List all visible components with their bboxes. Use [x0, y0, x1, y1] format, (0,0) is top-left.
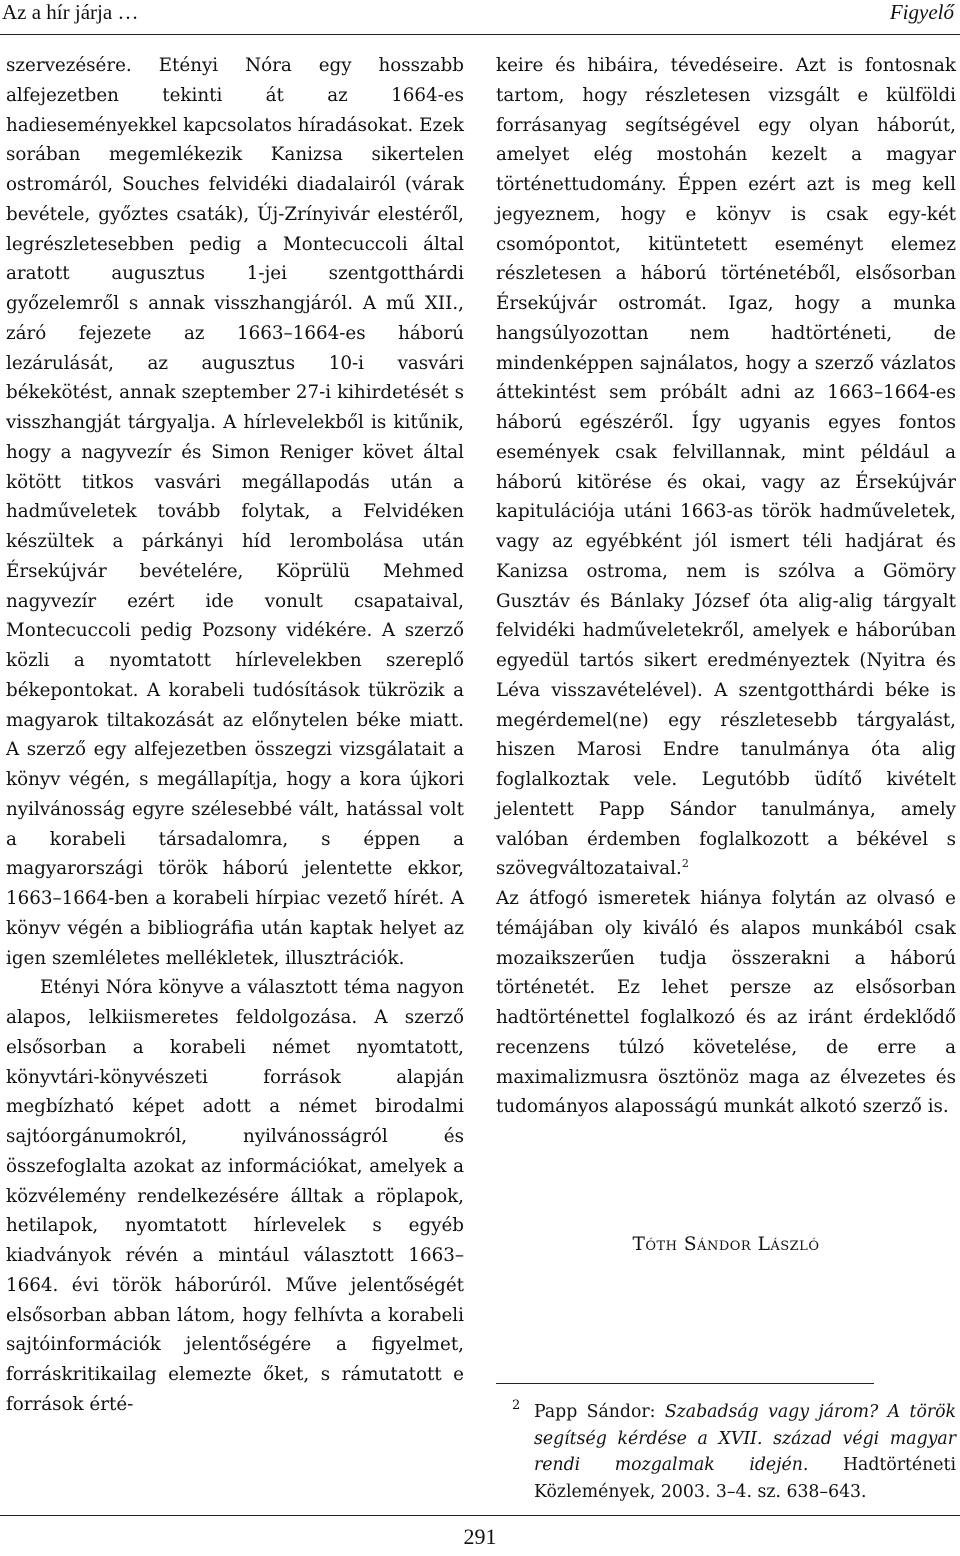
right-column [496, 51, 956, 1122]
author-signature: Tóth Sándor László [632, 1234, 820, 1255]
right-paragraph-1-text: keire és hibáira, tévedéseire. Azt is fontosnak tartom, hogy részletesen vizsgált e külföldi forrásanyag segítségével egy olyan háborút, amelyet elég mostohán kezelt a magyar történettudomány. Éppen ezért azt is meg kell jegyeznem, hogy e könyv is csak egy-két csomópontot, kitüntetett eseményt elemez részletesen a háború történetéből, elsősorban Érsekújvár ostromát. Igaz, hogy a munka hangsúlyozottan nem hadtörténeti, de mindenképpen sajnálatos, hogy a szerző vázlatos áttekintést sem próbált adni az 1663–1664-es háború egészéről. Így ugyanis egyes fontos események csak felvillannak, mint például a háború kitörése és okai, vagy az Érsekújvár kapitulációja utáni 1663-as török hadműveletek, vagy az egyébként jól ismert téli hadjárat és Kanizsa ostroma, nem is szólva a Gömöry Gusztáv és Bánlaky József óta alig-alig tárgyalt felvidéki hadműveletekről, amelyek e háborúban egyedül tartós sikert eredményeztek (Nyitra és Léva visszavételével). A szentgotthárdi béke is megérdemel(ne) egy részletesebb tárgyalást, hiszen Marosi Endre tanulmánya óta alig foglalkoztak vele. Legutóbb üdítő kivételt jelentett Papp Sándor tanulmánya, amely valóban érdemben foglalkozott a békével s szövegváltozataival. [496, 55, 956, 880]
section-name: Figyelő [889, 0, 954, 24]
footer-divider [0, 1515, 960, 1516]
running-title: Az a hír járja … [2, 0, 139, 24]
left-column [6, 51, 464, 1420]
footnote-source: Hadtörténeti Közlemények, 2003. 3–4. sz. 638–643. [534, 1455, 956, 1502]
right-paragraph-1 [496, 51, 956, 884]
running-header [0, 0, 960, 36]
left-paragraph-2: Etényi Nóra könyve a választott téma nagyon alapos, lelkiismeretes feldolgozása. A szerző elsősorban a korabeli német nyomtatott, könyvtári-könyvészeti források alapján megbízható képet adott a német birodalmi sajtóorgánumokról, nyilvánosságról és összefoglalta azokat az információkat, amelyek a közvélemény rendelkezésére álltak a röplapok, hetilapok, nyomtatott hírlevelek s egyéb kiadványok révén a mintául választott 1663–1664. évi török háborúról. Műve jelentőségét elsősorban abban látom, hogy felhívta a korabeli sajtóinformációk jelentőségére a figyelmet, forráskritikailag elemezte őket, s rámutatott e források érté- [6, 977, 464, 1415]
left-paragraph-1: szervezésére. Etényi Nóra egy hosszabb alfejezetben tekinti át az 1664-es hadieseményekkel kapcsolatos híradásokat. Ezek sorában megemlékezik Kanizsa sikertelen ostromáról, Souches felvidéki diadalairól (várak bevétele, győztes csaták), Új-Zrínyivár elestéről, legrészletesebben pedig a Montecuccoli által aratott augusztus 1-jei szentgotthárdi győzelemről s annak visszhangjáról. A mű XII., záró fejezete az 1663–1664-es háború lezárulását, az augusztus 10-i vasvári békekötést, annak szeptember 27-i kihirdetését s visszhangját tárgyalja. A hírlevelekből is kitűnik, hogy a nagyvezír és Simon Reniger követ által kötött titkos vasvári megállapodás után a hadműveletek tovább folytak, a Felvidéken készültek a párkányi híd lerombolása után Érsekújvár bevételére, Köprülü Mehmed nagyvezír ezért ide vonult csapataival, Montecuccoli pedig Pozsony vidékére. A szerző közli a nyomtatott hírlevelekben szereplő békepontokat. A korabeli tudósítások tükrözik a magyarok tiltakozását az előnytelen béke miatt. A szerző egy alfejezetben összegzi vizsgálatait a könyv végén, s megállapítja, hogy a kora újkori nyilvánosság egyre szélesebbé vált, hatással volt a korabeli társadalomra, s éppen a magyarországi török háború jelentette ekkor, 1663–1664-ben a korabeli hírpiac vezető hírét. A könyv végén a bibliográfia után kaptak helyet az igen szemléletes mellékletek, illusztrációk. [6, 55, 464, 969]
page-number: 291 [463, 1524, 497, 1549]
header-divider [0, 34, 960, 35]
footnote-number: 2 [512, 1398, 521, 1413]
footnote [496, 1399, 956, 1505]
footnote-title: Szabadság vagy járom? A török segítség kérdése a XVII. század végi magyar rendi mozgalmak idején. [534, 1402, 957, 1475]
footnote-reference: 2 [681, 857, 689, 871]
footnote-divider [496, 1383, 874, 1384]
right-paragraph-2: Az átfogó ismeretek hiánya folytán az olvasó e témájában oly kiváló és alapos munkából csak mozaikszerűen tudja összerakni a háború történetét. Ez lehet persze az elsősorban hadtörténettel foglalkozó és az iránt érdeklődő recenzens túlzó követelése, de erre a maximalizmusra ösztönöz maga az élvezetes és tudományos alaposságú munkát alkotó szerző is. [496, 888, 956, 1118]
footnote-text [534, 1399, 956, 1505]
footnote-author: Papp Sándor: [534, 1402, 665, 1422]
